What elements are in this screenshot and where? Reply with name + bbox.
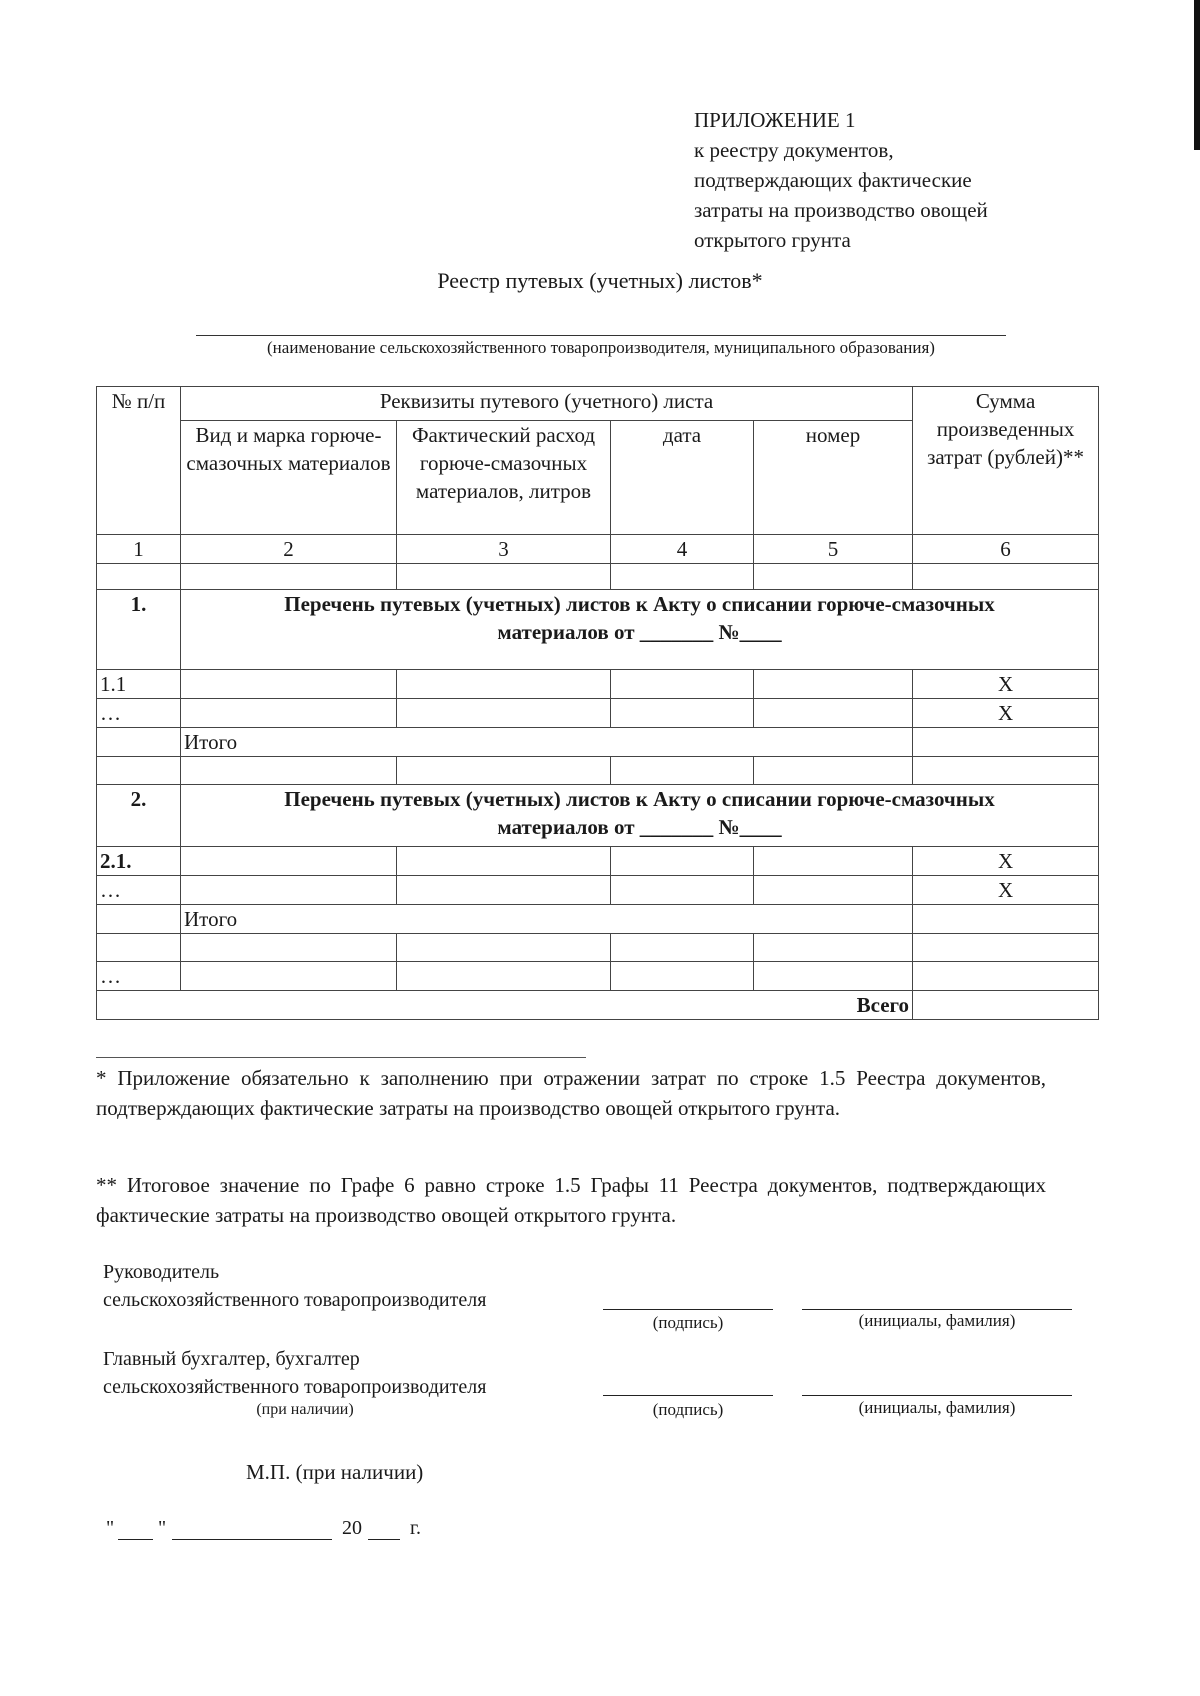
- table-cell[interactable]: [611, 934, 754, 962]
- date-year-prefix: 20: [342, 1517, 362, 1539]
- grand-total-label: Всего: [97, 991, 913, 1020]
- table-cell[interactable]: [181, 699, 397, 728]
- table-header-row: [97, 387, 1099, 421]
- row-num: …: [97, 699, 181, 728]
- section-num: 1.: [97, 590, 181, 670]
- accountant-signature-line[interactable]: [603, 1395, 773, 1396]
- table-cell[interactable]: [754, 876, 913, 905]
- signatory-title: Руководитель: [103, 1261, 220, 1283]
- column-index: 2: [181, 535, 397, 564]
- accountant-signature-label: [103, 1345, 486, 1401]
- appendix-line: к реестру документов,: [694, 138, 894, 162]
- table-row: [97, 876, 1099, 905]
- header-sum: Сумма произведенных затрат (рублей)**: [913, 387, 1099, 535]
- footnote-separator: [96, 1057, 586, 1058]
- header-fuel-type: Вид и марка горюче-смазочных материалов: [181, 421, 397, 535]
- table-cell: [97, 905, 181, 934]
- x-mark: X: [913, 699, 1099, 728]
- section-title-line: материалов от _______ №____: [497, 620, 782, 644]
- table-cell[interactable]: [181, 847, 397, 876]
- table-row: [97, 699, 1099, 728]
- appendix-line: подтверждающих фактические: [694, 168, 972, 192]
- producer-name-line: [196, 335, 1006, 336]
- appendix-header: [694, 105, 988, 255]
- appendix-line: открытого грунта: [694, 228, 851, 252]
- table-cell[interactable]: [611, 962, 754, 991]
- footnote-1: * Приложение обязательно к заполнению при отражении затрат по строке 1.5 Реестра документов, подтверждающих фактические затраты на производство овощей открытого грунта.: [96, 1066, 1046, 1120]
- row-num: 2.1.: [97, 847, 181, 876]
- section-title-line: Перечень путевых (учетных) листов к Акту о списании горюче-смазочных: [284, 592, 995, 616]
- table-cell[interactable]: [397, 670, 611, 699]
- header-num: № п/п: [97, 387, 181, 535]
- section-header-row: [97, 590, 1099, 670]
- table-cell[interactable]: [754, 962, 913, 991]
- section-title: [181, 785, 1099, 847]
- stamp-placeholder: М.П. (при наличии): [246, 1460, 424, 1484]
- table-row: [97, 934, 1099, 962]
- header-number: номер: [754, 421, 913, 535]
- table-cell[interactable]: [754, 934, 913, 962]
- section-num: 2.: [97, 785, 181, 847]
- column-index: 5: [754, 535, 913, 564]
- table-cell[interactable]: [611, 876, 754, 905]
- table-cell[interactable]: [397, 934, 611, 962]
- table-cell: [97, 728, 181, 757]
- column-index: 3: [397, 535, 611, 564]
- appendix-line: затраты на производство овощей: [694, 198, 988, 222]
- accountant-name-line[interactable]: [802, 1395, 1072, 1396]
- accountant-signature-caption: (подпись): [652, 1400, 724, 1419]
- table-cell[interactable]: [611, 699, 754, 728]
- table-cell[interactable]: [181, 962, 397, 991]
- table-row: [97, 847, 1099, 876]
- subtotal-value[interactable]: [913, 905, 1099, 934]
- table-cell[interactable]: [181, 564, 397, 590]
- table-cell[interactable]: [754, 757, 913, 785]
- x-mark: X: [913, 670, 1099, 699]
- head-signature-line[interactable]: [603, 1309, 773, 1310]
- x-mark: X: [913, 847, 1099, 876]
- date-year-suffix: г.: [410, 1517, 421, 1539]
- table-cell[interactable]: [181, 670, 397, 699]
- head-signature-caption: (подпись): [652, 1313, 724, 1332]
- table-cell[interactable]: [913, 962, 1099, 991]
- subtotal-row: [97, 905, 1099, 934]
- table-cell[interactable]: [181, 934, 397, 962]
- registry-table: [96, 386, 1099, 1020]
- subtotal-label: Итого: [181, 905, 913, 934]
- row-num: …: [97, 962, 181, 991]
- row-num: …: [97, 876, 181, 905]
- section-header-row: [97, 785, 1099, 847]
- grand-total-value[interactable]: [913, 991, 1099, 1020]
- appendix-title: ПРИЛОЖЕНИЕ 1: [694, 108, 856, 132]
- section-title-line: Перечень путевых (учетных) листов к Акту о списании горюче-смазочных: [284, 787, 995, 811]
- section-title: [181, 590, 1099, 670]
- table-cell[interactable]: [754, 699, 913, 728]
- grand-total-row: [97, 991, 1099, 1020]
- scan-edge-mark: [1194, 0, 1200, 150]
- header-fuel-consumption: Фактический расход горюче-смазочных материалов, литров: [397, 421, 611, 535]
- subtotal-label: Итого: [181, 728, 913, 757]
- header-date: дата: [611, 421, 754, 535]
- date-day-line[interactable]: [118, 1539, 153, 1540]
- date-year-line[interactable]: [368, 1539, 400, 1540]
- column-index-row: [97, 535, 1099, 564]
- table-cell[interactable]: [754, 564, 913, 590]
- date-month-line[interactable]: [172, 1539, 332, 1540]
- if-any-caption: (при наличии): [256, 1401, 354, 1418]
- producer-name-caption: (наименование сельскохозяйственного товаропроизводителя, муниципального образования): [267, 338, 935, 357]
- table-cell[interactable]: [913, 757, 1099, 785]
- table-cell[interactable]: [913, 564, 1099, 590]
- table-cell[interactable]: [611, 670, 754, 699]
- x-mark: X: [913, 876, 1099, 905]
- table-cell[interactable]: [611, 564, 754, 590]
- subtotal-row: [97, 728, 1099, 757]
- table-cell[interactable]: [397, 847, 611, 876]
- signatory-org: сельскохозяйственного товаропроизводителя: [103, 1289, 487, 1311]
- head-signature-label: [103, 1258, 486, 1314]
- date-quote-open: ": [106, 1517, 115, 1539]
- table-cell[interactable]: [181, 876, 397, 905]
- header-requisites: Реквизиты путевого (учетного) листа: [181, 387, 913, 421]
- head-name-caption: (инициалы, фамилия): [858, 1311, 1016, 1330]
- registry-title: Реестр путевых (учетных) листов*: [437, 268, 763, 293]
- table-cell[interactable]: [397, 876, 611, 905]
- table-cell[interactable]: [397, 962, 611, 991]
- footnote-2: ** Итоговое значение по Графе 6 равно строке 1.5 Графы 11 Реестра документов, подтверждающих фактические затраты на производство овощей открытого грунта.: [96, 1173, 1046, 1227]
- table-cell[interactable]: [611, 847, 754, 876]
- table-cell[interactable]: [397, 699, 611, 728]
- table-cell[interactable]: [97, 564, 181, 590]
- table-cell[interactable]: [754, 670, 913, 699]
- table-cell[interactable]: [754, 847, 913, 876]
- signatory-title: Главный бухгалтер, бухгалтер: [103, 1348, 360, 1370]
- column-index: 1: [97, 535, 181, 564]
- table-cell[interactable]: [97, 934, 181, 962]
- date-quote-close: ": [158, 1517, 167, 1539]
- table-cell[interactable]: [181, 757, 397, 785]
- table-row: [97, 564, 1099, 590]
- section-title-line: материалов от _______ №____: [497, 815, 782, 839]
- head-name-line[interactable]: [802, 1309, 1072, 1310]
- column-index: 6: [913, 535, 1099, 564]
- column-index: 4: [611, 535, 754, 564]
- table-cell[interactable]: [397, 564, 611, 590]
- table-cell[interactable]: [913, 934, 1099, 962]
- signatory-org: сельскохозяйственного товаропроизводителя: [103, 1376, 487, 1398]
- subtotal-value[interactable]: [913, 728, 1099, 757]
- table-cell[interactable]: [397, 757, 611, 785]
- table-row: [97, 757, 1099, 785]
- accountant-name-caption: (инициалы, фамилия): [858, 1398, 1016, 1417]
- table-cell[interactable]: [97, 757, 181, 785]
- table-row: [97, 670, 1099, 699]
- row-num: 1.1: [97, 670, 181, 699]
- table-row: [97, 962, 1099, 991]
- table-cell[interactable]: [611, 757, 754, 785]
